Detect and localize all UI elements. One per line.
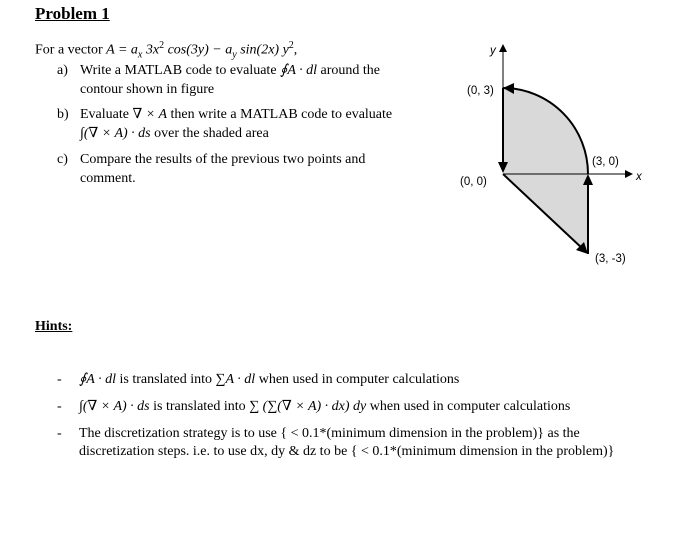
point-label-3-neg3: (3, -3) (595, 253, 626, 265)
question-b (57, 105, 407, 145)
question-b-line1: Evaluate ∇ × A then write a MATLAB code to evaluate (80, 107, 393, 122)
x-axis-arrow-icon (625, 170, 633, 178)
point-label-0-3: (0, 3) (467, 85, 494, 97)
point-label-0-0: (0, 0) (460, 176, 487, 188)
hint-item: - The discretization strategy is to use { < 0.1*(minimum dimension in the problem)} as the discretization steps. i.e. to use dx, dy & dz to be { < 0.1*(minimum dimension in the problem)} (57, 426, 615, 459)
y-axis-label: y (490, 45, 496, 57)
hint-item: - ∫(∇ × A) · ds is translated into ∑ (∑(∇ × A) · dx) dy when used in computer calculations (57, 399, 571, 414)
problem-statement: For a vector $A = a_x$ $3x^2$ $\cos(3y) - a_y$ sin(2x) $y^2$, (35, 40, 298, 61)
point-label-3-0: (3, 0) (592, 156, 619, 168)
hints-title: Hints: (35, 319, 73, 334)
contour-figure (440, 38, 655, 268)
question-b-line2: ∫(∇ × A) · ds over the shaded area (80, 126, 269, 141)
question-c (57, 150, 407, 190)
question-label: c) (57, 152, 68, 167)
question-label: a) (57, 63, 68, 78)
x-axis-label: x (636, 171, 642, 183)
shaded-region (503, 88, 588, 254)
problem-title: Problem 1 (35, 4, 110, 23)
y-axis-arrow-icon (499, 44, 507, 52)
question-a (57, 61, 407, 101)
question-c-line2: comment. (80, 171, 136, 186)
question-label: b) (57, 107, 69, 122)
hint-item: - ∮A · dl is translated into ∑A · dl when used in computer calculations (57, 372, 460, 387)
question-a-line2: contour shown in figure (80, 82, 215, 97)
question-c-line1: Compare the results of the previous two points and (80, 152, 366, 167)
question-a-line1: Write a MATLAB code to evaluate ∮A · dl around the (80, 63, 381, 78)
